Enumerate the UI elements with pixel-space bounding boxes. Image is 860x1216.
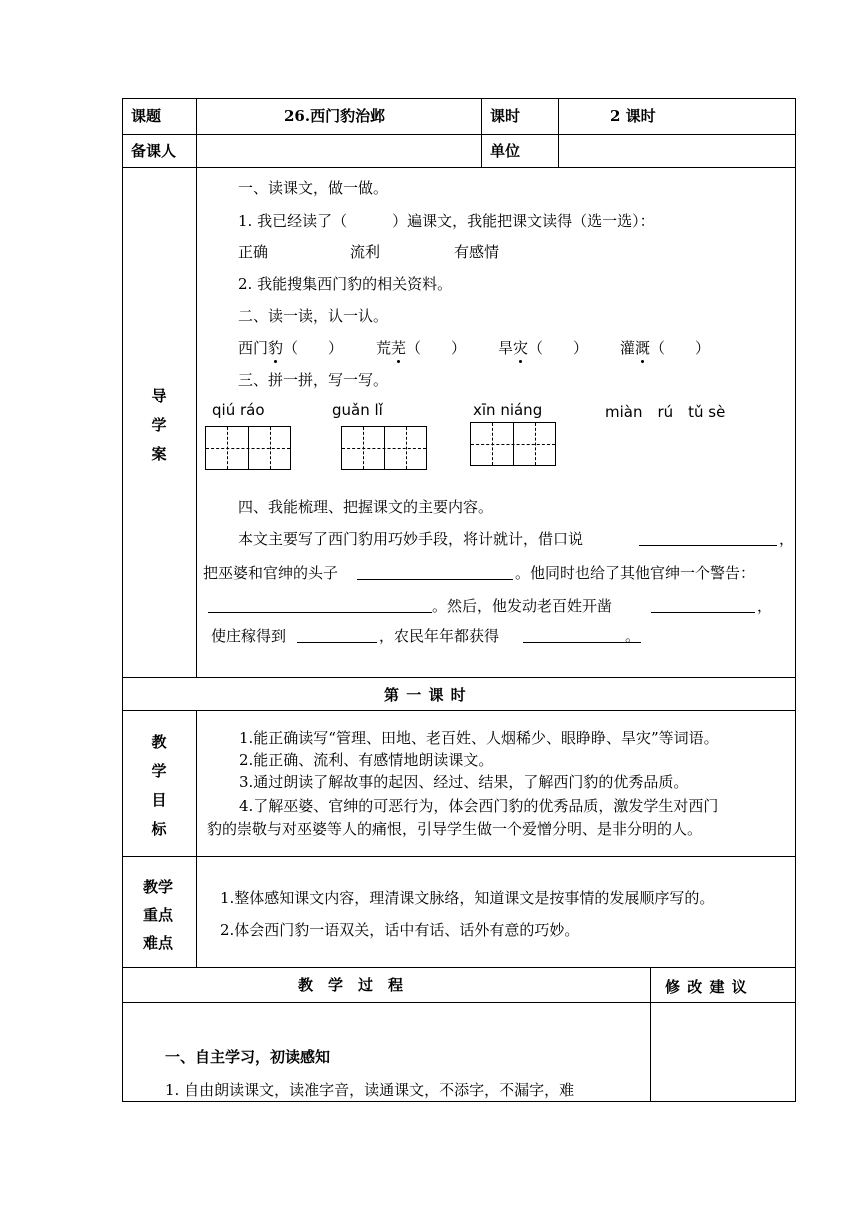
word-text: 西门 [238,339,269,357]
pinyin-item: qiú ráo [212,401,265,419]
goals-label [139,728,179,844]
goal-item: 2.能正确、流利、有感情地朗读课文。 [239,751,494,769]
pinyin-item: xīn niáng [473,401,543,419]
preparer-label: 备课人 [131,142,177,160]
question2: 2. 我能搜集西门豹的相关资料。 [238,275,453,293]
period-value: 2 课时 [610,107,656,125]
word-blank: （ ） [406,339,467,357]
section1-title: 一、读课文，做一做。 [238,179,389,197]
dotted-char: 灾 [513,339,529,357]
section4-title: 四、我能梳理、把握课文的主要内容。 [238,498,494,516]
word-text: 荒 [376,339,392,357]
section3-title: 三、拼一拼，写一写。 [238,371,389,389]
pinyin-item: miàn rú tǔ sè [605,403,726,421]
key-label: 教学 [143,878,174,896]
lesson-title: 26.西门豹治邺 [284,107,386,125]
word-blank: （ ） [528,339,589,357]
summary-line4: 使庄稼得到 [211,627,287,645]
goal-item: 3.通过朗读了解故事的起因、经过、结果，了解西门豹的优秀品质。 [239,773,689,791]
summary-blank[interactable] [639,545,777,546]
period-label: 课时 [490,107,521,125]
suggestion-heading: 修 改 建 议 [665,978,748,996]
key-point: 1.整体感知课文内容，理清课文脉络，知道课文是按事情的发展顺序写的。 [220,889,715,907]
summary-blank[interactable] [297,642,377,643]
lesson1-heading: 第 一 课 时 [384,686,467,704]
summary-blank[interactable] [651,612,755,613]
unit-label: 单位 [490,142,521,160]
summary-punct: ， [779,530,795,548]
goal-item: 4.了解巫婆、官绅的可恶行为，体会西门豹的优秀品质，激发学生对西门 [239,797,719,815]
word-item [376,338,466,358]
word-item [620,338,710,358]
key-label: 重点 [143,906,174,924]
key-point: 2.体会西门豹一语双关，话中有话、话外有意的巧妙。 [220,921,580,939]
step1-title: 一、自主学习，初读感知 [165,1048,331,1066]
section2-title: 二、读一读，认一认。 [238,307,389,325]
option-correct: 正确 [238,243,269,261]
summary-line3-end: ， [757,597,773,615]
writing-grid[interactable] [205,426,291,470]
dotted-char: 溉 [635,339,651,357]
summary-blank[interactable] [208,612,432,613]
topic-label: 课题 [131,107,162,125]
dotted-char: 芜 [391,339,407,357]
summary-blank[interactable] [357,579,513,580]
dotted-char: 豹 [268,339,284,357]
step1-text: 1. 自由朗读课文，读准字音，读通课文，不添字，不漏字，难 [165,1081,575,1099]
guide-label-text: 导学案 [151,387,167,463]
word-blank: （ ） [650,339,711,357]
key-label: 难点 [143,934,174,952]
goal-item: 1.能正确读写“管理、田地、老百姓、人烟稀少、眼睁睁、旱灾”等词语。 [239,729,719,747]
word-text: 旱 [498,339,514,357]
summary-line2-end: 。他同时也给了其他官绅一个警告： [515,564,756,582]
process-heading: 教 学 过 程 [298,976,404,994]
summary-line1: 本文主要写了西门豹用巧妙手段，将计就计，借口说 [238,530,584,548]
option-expressive: 有感情 [454,243,500,261]
summary-blank[interactable] [523,642,641,643]
word-item [498,338,588,358]
word-text: 灌 [620,339,636,357]
writing-grid[interactable] [341,426,427,470]
option-fluent: 流利 [350,243,381,261]
word-blank: （ ） [283,339,344,357]
summary-line2: 把巫婆和官绅的头子 [203,564,339,582]
goal-item: 豹的崇敬与对巫婆等人的痛恨，引导学生做一个爱憎分明、是非分明的人。 [207,820,703,838]
summary-line3: 。然后，他发动老百姓开凿 [432,597,613,615]
word-item [238,338,343,358]
pinyin-item: guǎn lǐ [332,401,383,419]
summary-line4-end: 。 [625,627,641,645]
goals-label-text: 教学目标 [151,733,167,838]
summary-line4-mid: ，农民年年都获得 [379,627,500,645]
guide-label [139,382,179,469]
writing-grid[interactable] [470,422,556,466]
question1: 1. 我已经读了（ ）遍课文，我能把课文读得（选一选）： [238,212,655,230]
